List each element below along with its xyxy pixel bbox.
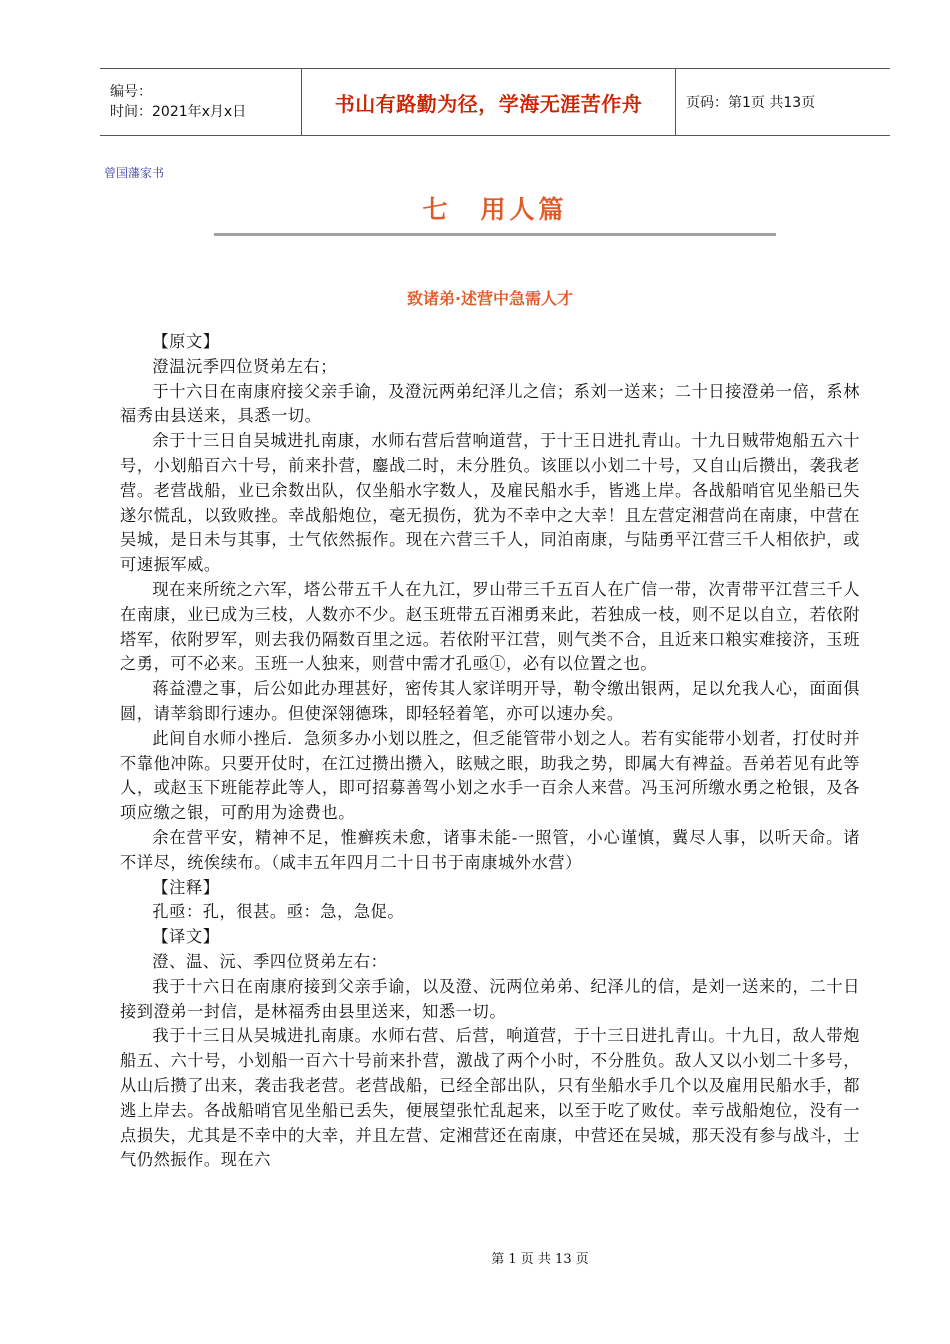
body-text [120, 330, 860, 1173]
paragraph: 【注释】 [152, 877, 220, 897]
paragraph: 我于十六日在南康府接到父亲手谕，以及澄、沅两位弟弟、纪泽儿的信，是刘一送来的，二十日接到澄弟一封信，是林福秀由县里送来，知悉一切。 [120, 976, 860, 1021]
number-label: 编号： [110, 84, 152, 100]
paragraph: 孔亟：孔，很甚。亟：急，急促。 [152, 902, 405, 922]
page-label: 页码：第1页 共13页 [686, 95, 816, 111]
paragraph: 蒋益澧之事，后公如此办理甚好，密传其人家详明开导，勒令缴出银两，足以允我人心，面面俱圆，请莘翁即行速办。但使深翎德珠，即轻轻着笔，亦可以速办矣。 [120, 679, 860, 723]
paragraph: 现在来所统之六军，塔公带五千人在九江，罗山带三千五百人在广信一带，次青带平江营三千人在南康，业已成为三枝，人数亦不少。赵玉班带五百湘勇来此，若独成一枝，则不足以自立，若依附塔军，依附罗军，则去我仍隔数百里之远。若依附平江营，则气类不合，且近来口粮实难接济，玉班之勇，可不必来。玉班一人独来，则营中需才孔亟①，必有以位置之也。 [120, 579, 860, 674]
chapter-title: 七 用人篇 [422, 195, 568, 224]
header-meta [100, 69, 302, 135]
paragraph: 【译文】 [152, 927, 220, 947]
section-title: 致诸弟·述营中急需人才 [406, 289, 574, 308]
chapter-divider [214, 233, 776, 236]
paragraph: 于十六日在南康府接父亲手谕，及澄沅两弟纪泽儿之信；系刘一送来；二十日接澄弟一倍，系林福秀由县送来，具悉一切。 [120, 381, 860, 426]
page-header [100, 68, 890, 136]
paragraph: 我于十三日从吴城进扎南康。水师右营、后营，响道营，于十三日进扎青山。十九日，敌人带炮船五、六十号，小划船一百六十号前来扑营，激战了两个小时，不分胜负。敌人又以小划二十多号，从山后攒了出来，袭击我老营。老营战船，已经全部出队，只有坐船水手几个以及雇用民船水手，都逃上岸去。各战船哨官见坐船已丢失，便展望张忙乱起来，以至于吃了败仗。幸亏战船炮位，没有一点损失，尤其是不幸中的大幸，并且左营、定湘营还在南康，中营还在吴城，那天没有参与战斗，士气仍然振作。现在六 [120, 1026, 860, 1170]
paragraph: 澄、温、沅、季四位贤弟左右： [152, 951, 388, 971]
motto-text: 书山有路勤为径，学海无涯苦作舟 [334, 91, 643, 116]
paragraph: 余于十三日自吴城进扎南康，水师右营后营响道营，于十王日进扎青山。十九日贼带炮船五六十号，小划船百六十号，前来扑营，鏖战二时，未分胜负。该匪以小划二十号，又自山后攒出，袭我老营。老营战船，业已余数出队，仅坐船水字数人，及雇民船水手，皆逃上岸。各战船哨官见坐船已失遂尔慌乱，以致败挫。幸战船炮位，毫无损伤，犹为不幸中之大幸！且左营定湘营尚在南康，中营在吴城，是日未与其事，士气依然振作。现在六营三千人，同泊南康，与陆勇平江营三千人相依护，或可速振军威。 [120, 431, 860, 575]
page-footer: 第 1 页 共 13 页 [491, 1252, 589, 1267]
date-label: 时间：2021年x月x日 [110, 104, 247, 120]
header-page [676, 69, 890, 135]
header-motto [302, 69, 676, 135]
paragraph: 此间自水师小挫后．急须多办小划以胜之，但乏能管带小划之人。若有实能带小划者，打仗时并不靠他冲陈。只要开仗时，在江过攒出攒入，眩贼之眼，助我之势，即属大有裨益。吾弟若见有此等人，或赵玉下班能荐此等人，即可招募善驾小划之水手一百余人来营。冯玉河所缴水勇之枪银，及各项应缴之银，可酌用为途费也。 [120, 728, 860, 823]
book-title: 曾国藩家书 [104, 166, 165, 180]
paragraph: 余在营平安，精神不足，惟癣疾未愈，诸事未能-一照管，小心谨慎，冀尽人事，以听天命。诸不详尽，统俟续布。（咸丰五年四月二十日书于南康城外水营） [120, 827, 860, 872]
paragraph: 澄温沅季四位贤弟左右； [152, 356, 338, 376]
paragraph: 【原文】 [152, 332, 220, 351]
